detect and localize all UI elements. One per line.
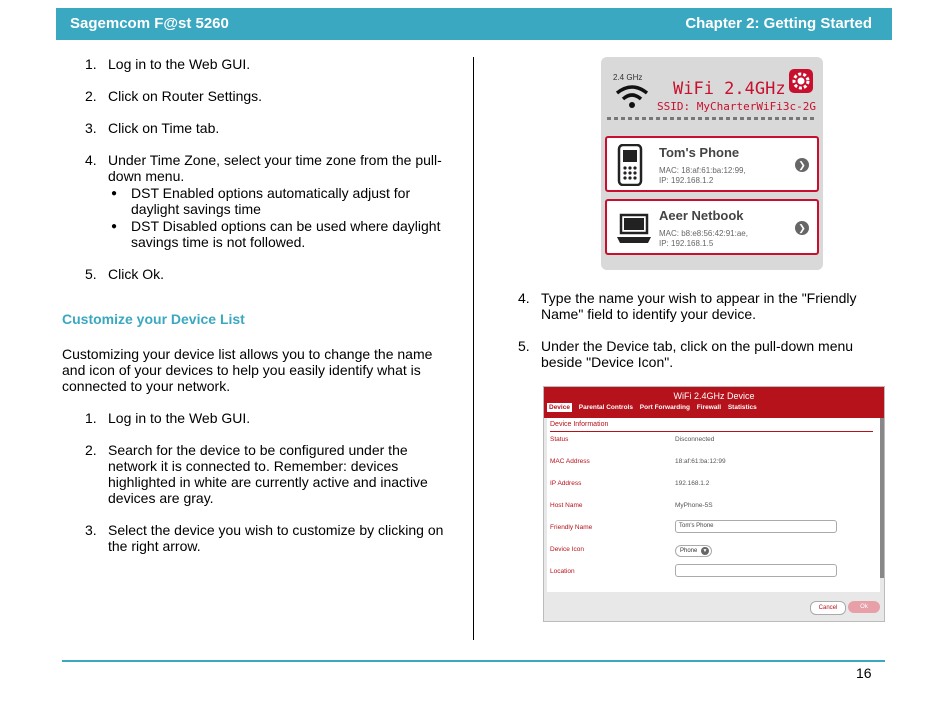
widget-ssid: SSID: MyCharterWiFi3c-2G bbox=[657, 100, 816, 113]
step-number: 2. bbox=[85, 442, 97, 458]
tab-firewall[interactable]: Firewall bbox=[696, 404, 722, 411]
step-text: the right arrow. bbox=[108, 538, 201, 554]
gear-icon[interactable] bbox=[789, 69, 813, 93]
status-label: Status bbox=[550, 436, 569, 443]
step-text: Log in to the Web GUI. bbox=[108, 410, 251, 426]
intro-text: connected to your network. bbox=[62, 378, 231, 394]
wifi-icon bbox=[615, 83, 649, 109]
phone-icon bbox=[615, 144, 645, 186]
widget-title: WiFi 2.4GHz bbox=[673, 79, 786, 99]
device-ip: IP: 192.168.1.5 bbox=[659, 239, 714, 248]
step-text: Log in to the Web GUI. bbox=[108, 56, 251, 72]
step-text: Click on Router Settings. bbox=[108, 88, 263, 104]
step-number: 3. bbox=[85, 522, 97, 538]
friendly-name-field[interactable]: Tom's Phone bbox=[675, 520, 837, 533]
hostname-label: Host Name bbox=[550, 502, 583, 509]
footer-rule bbox=[62, 660, 885, 662]
friendly-name-label: Friendly Name bbox=[550, 524, 593, 531]
mac-label: MAC Address bbox=[550, 458, 590, 465]
column-divider bbox=[473, 57, 474, 640]
bullet-icon: ● bbox=[111, 188, 118, 199]
wifi-frequency-label: 2.4 GHz bbox=[613, 73, 643, 82]
step-text: Search for the device to be configured under the bbox=[108, 442, 408, 458]
wifi-device-list-widget bbox=[601, 57, 823, 270]
tab-port-forwarding[interactable]: Port Forwarding bbox=[639, 404, 690, 411]
step-number: 4. bbox=[85, 152, 97, 168]
step-number: 4. bbox=[518, 290, 530, 306]
device-card[interactable] bbox=[605, 136, 819, 192]
dialog-header bbox=[544, 387, 884, 418]
section-heading: Customize your Device List bbox=[62, 311, 245, 327]
step-number: 1. bbox=[85, 410, 97, 426]
step-number: 1. bbox=[85, 56, 97, 72]
dialog-title: WiFi 2.4GHz Device bbox=[673, 391, 755, 401]
step-text: Click on Time tab. bbox=[108, 120, 220, 136]
step-text: network it is connected to. Remember: devices bbox=[108, 458, 399, 474]
header-chapter: Chapter 2: Getting Started bbox=[685, 15, 872, 32]
step-number: 5. bbox=[85, 266, 97, 282]
bullet-text: DST Enabled options automatically adjust for bbox=[131, 185, 411, 201]
section-title: Device Information bbox=[550, 421, 609, 428]
step-number: 5. bbox=[518, 338, 530, 354]
tab-statistics[interactable]: Statistics bbox=[727, 404, 757, 411]
location-field[interactable] bbox=[675, 564, 837, 577]
header-product: Sagemcom F@st 5260 bbox=[70, 15, 229, 32]
intro-text: Customizing your device list allows you to change the name bbox=[62, 346, 433, 362]
step-text: Name" field to identify your device. bbox=[541, 306, 757, 322]
device-dialog bbox=[543, 386, 885, 622]
device-mac: MAC: 18:af:61:ba:12:99, bbox=[659, 166, 746, 175]
step-text: down menu. bbox=[108, 168, 185, 184]
step-number: 2. bbox=[85, 88, 97, 104]
page-number: 16 bbox=[856, 665, 872, 681]
chevron-right-icon[interactable]: ❯ bbox=[795, 221, 809, 235]
dialog-tabs bbox=[547, 404, 762, 411]
tab-device[interactable]: Device bbox=[549, 404, 570, 411]
step-text: Click Ok. bbox=[108, 266, 164, 282]
bullet-text: savings time is not followed. bbox=[131, 234, 306, 250]
device-icon-select[interactable] bbox=[675, 545, 712, 557]
ip-label: IP Address bbox=[550, 480, 582, 487]
status-value: Disconnected bbox=[675, 436, 715, 443]
step-number: 3. bbox=[85, 120, 97, 136]
device-card[interactable] bbox=[605, 199, 819, 255]
step-text: highlighted in white are currently active and inactive bbox=[108, 474, 428, 490]
scrollbar[interactable] bbox=[880, 418, 884, 578]
device-mac: MAC: b8:e8:56:42:91:ae, bbox=[659, 229, 748, 238]
chevron-down-icon: ▼ bbox=[702, 548, 708, 554]
section-divider bbox=[550, 431, 873, 432]
step-text: Select the device you wish to customize by clicking on bbox=[108, 522, 444, 538]
device-name: Tom's Phone bbox=[659, 145, 740, 160]
page-header bbox=[56, 8, 892, 40]
intro-text: and icon of your devices to help you easily identify what is bbox=[62, 362, 421, 378]
step-text: Under the Device tab, click on the pull-down menu bbox=[541, 338, 854, 354]
device-icon-value: Phone bbox=[680, 548, 698, 554]
laptop-icon bbox=[615, 207, 653, 247]
bullet-icon: ● bbox=[111, 221, 118, 232]
step-text: beside "Device Icon". bbox=[541, 354, 674, 370]
chevron-right-icon[interactable]: ❯ bbox=[795, 158, 809, 172]
dialog-body bbox=[547, 418, 880, 592]
bullet-text: DST Disabled options can be used where daylight bbox=[131, 218, 441, 234]
tab-parental-controls[interactable]: Parental Controls bbox=[578, 404, 633, 411]
device-icon-label: Device Icon bbox=[550, 546, 584, 553]
ip-value: 192.168.1.2 bbox=[675, 480, 710, 487]
ok-button[interactable]: Ok bbox=[848, 601, 880, 613]
hostname-value: MyPhone-5S bbox=[675, 502, 713, 509]
mac-value: 18:af:61:ba:12:99 bbox=[675, 458, 726, 465]
cancel-button[interactable]: Cancel bbox=[810, 601, 846, 615]
location-label: Location bbox=[550, 568, 575, 575]
separator bbox=[607, 117, 817, 120]
device-ip: IP: 192.168.1.2 bbox=[659, 176, 714, 185]
bullet-text: daylight savings time bbox=[131, 201, 261, 217]
device-name: Aeer Netbook bbox=[659, 208, 744, 223]
step-text: Type the name your wish to appear in the "Friendly bbox=[541, 290, 857, 306]
step-text: Under Time Zone, select your time zone from the pull- bbox=[108, 152, 442, 168]
step-text: devices are gray. bbox=[108, 490, 214, 506]
